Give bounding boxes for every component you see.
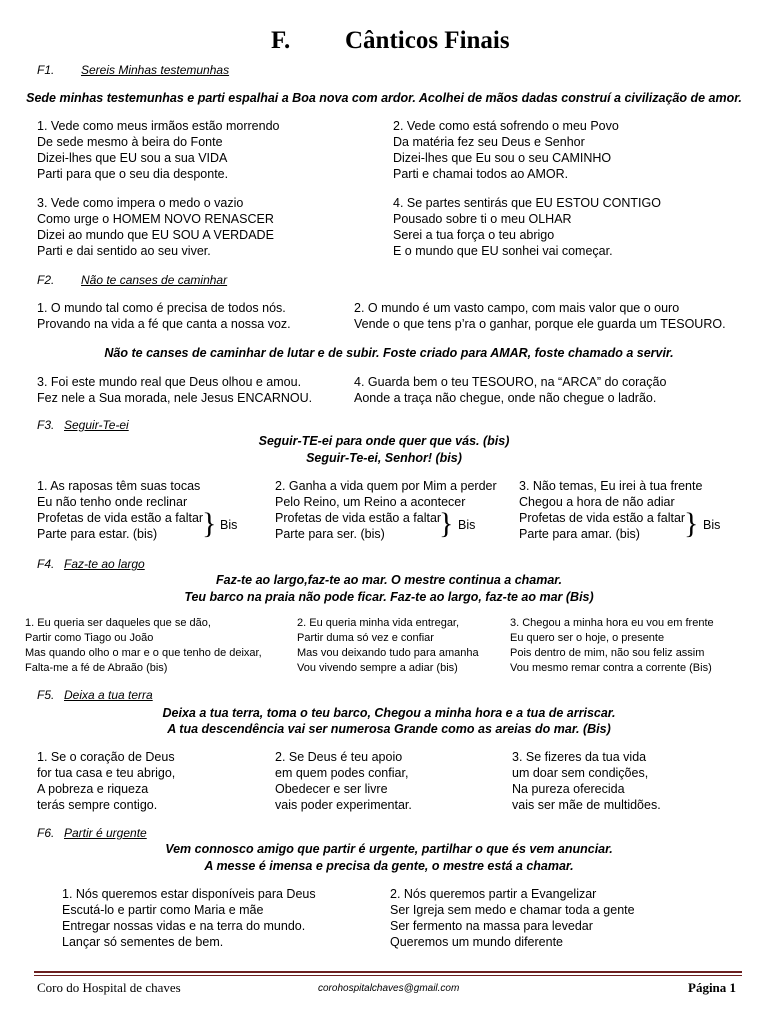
bis-brace: } — [202, 507, 217, 540]
verse-f4-1 — [25, 616, 262, 676]
verse-line: Obedecer e ser livre — [275, 782, 388, 796]
footer-rule-thin — [34, 975, 742, 976]
chorus-f6-line-2: A messe é imensa e precisa da gente, o mestre está a chamar. — [204, 859, 574, 873]
section-title-f3-text: Seguir-Te-ei — [64, 418, 129, 432]
verse-f2-2 — [354, 300, 726, 332]
verse-line: 2. Vede como está sofrendo o meu Povo — [393, 119, 619, 133]
verse-line: 3. Se fizeres da tua vida — [512, 750, 647, 764]
verse-line: Pois dentro de mim, não sou feliz assim — [510, 647, 705, 659]
verse-line: Pousado sobre ti o meu OLHAR — [393, 212, 572, 226]
bis-label: Bis — [703, 518, 721, 532]
verse-line: vais ser mãe de multidões. — [512, 798, 661, 812]
section-title-f1 — [81, 63, 229, 77]
footer-choir-name: Coro do Hospital de chaves — [37, 980, 181, 995]
verse-line: 4. Se partes sentirás que EU ESTOU CONTIGO — [393, 196, 661, 210]
page-title-letter: F. — [271, 27, 291, 54]
verse-f5-2 — [275, 749, 412, 813]
verse-line: A pobreza e riqueza — [37, 782, 149, 796]
verse-line: 4. Guarda bem o teu TESOURO, na “ARCA” do coração — [354, 375, 667, 389]
verse-line: for tua casa e teu abrigo, — [37, 766, 176, 780]
verse-line: 2. Se Deus é teu apoio — [275, 750, 403, 764]
verse-line: Falta-me a fé de Abraão (bis) — [25, 662, 168, 674]
section-title-f4 — [64, 557, 145, 571]
verse-line: 2. O mundo é um vasto campo, com mais valor que o ouro — [354, 301, 680, 315]
section-code-f1: F1. — [37, 63, 55, 77]
verse-line: Partir duma só vez e confiar — [297, 632, 434, 644]
section-title-f1-text: Sereis Minhas testemunhas — [81, 63, 230, 77]
verse-line: 3. Chegou a minha hora eu vou em frente — [510, 617, 714, 629]
verse-line: Como urge o HOMEM NOVO RENASCER — [37, 212, 274, 226]
verse-f4-3 — [510, 616, 714, 676]
chorus-f5-line-2: A tua descendência vai ser numerosa Grande como as areias do mar. (Bis) — [167, 722, 611, 736]
section-code-f5: F5. — [37, 688, 55, 702]
bis-brace: } — [439, 507, 454, 540]
chorus-f2: Não te canses de caminhar de lutar e de subir. Foste criado para AMAR, foste chamado a servir. — [104, 346, 674, 360]
section-code-f4: F4. — [37, 557, 55, 571]
footer-email[interactable]: corohospitalchaves@gmail.com — [318, 983, 460, 994]
chorus-f1: Sede minhas testemunhas e parti espalhai a Boa nova com ardor. Acolhei de mãos dadas construí a civilização de amor. — [26, 91, 742, 105]
bis-label: Bis — [220, 518, 238, 532]
verse-f2-4 — [354, 374, 666, 406]
verse-f4-2 — [297, 616, 479, 676]
verse-f3-3 — [519, 478, 702, 542]
verse-f2-3 — [37, 374, 312, 406]
chorus-f4-line-2: Teu barco na praia não pode ficar. Faz-te ao largo, faz-te ao mar (Bis) — [184, 590, 594, 604]
verse-line: 2. Nós queremos partir a Evangelizar — [390, 887, 597, 901]
verse-line: Vou mesmo remar contra a corrente (Bis) — [510, 662, 712, 674]
verse-line: Dizei-lhes que EU sou a sua VIDA — [37, 151, 228, 165]
verse-f5-3 — [512, 749, 661, 813]
verse-line: Profetas de vida estão a faltar — [275, 511, 442, 525]
chorus-f3-line-1: Seguir-TE-ei para onde quer que vás. (bis) — [258, 434, 510, 448]
verse-line: Entregar nossas vidas e na terra do mundo. — [62, 919, 306, 933]
section-title-f6 — [64, 826, 147, 840]
verse-line: Dizei-lhes que Eu sou o seu CAMINHO — [393, 151, 612, 165]
chorus-f6-line-1: Vem connosco amigo que partir é urgente, partilhar o que és vem anunciar. — [165, 842, 613, 856]
verse-line: Parte para ser. (bis) — [275, 527, 385, 541]
verse-line: Queremos um mundo diferente — [390, 935, 564, 949]
verse-line: Dizei ao mundo que EU SOU A VERDADE — [37, 228, 274, 242]
verse-line: 1. Se o coração de Deus — [37, 750, 175, 764]
verse-line: Ser fermento na massa para levedar — [390, 919, 593, 933]
verse-line: 2. Ganha a vida quem por Mim a perder — [275, 479, 497, 493]
verse-line: Profetas de vida estão a faltar — [37, 511, 204, 525]
verse-line: Provando na vida a fé que canta a nossa voz. — [37, 317, 291, 331]
chorus-f5-line-1: Deixa a tua terra, toma o teu barco, Chegou a minha hora e a tua de arriscar. — [162, 706, 616, 720]
verse-f3-2 — [275, 478, 497, 542]
chorus-f4-line-1: Faz-te ao largo,faz-te ao mar. O mestre continua a chamar. — [216, 573, 562, 587]
verse-line: Parte para estar. (bis) — [37, 527, 158, 541]
verse-line: Na pureza oferecida — [512, 782, 625, 796]
verse-line: terás sempre contigo. — [37, 798, 158, 812]
section-title-f2 — [81, 273, 227, 287]
verse-line: 1. Vede como meus irmãos estão morrendo — [37, 119, 280, 133]
verse-line: Ser Igreja sem medo e chamar toda a gente — [390, 903, 635, 917]
verse-line: Profetas de vida estão a faltar — [519, 511, 686, 525]
verse-line: Parte para amar. (bis) — [519, 527, 640, 541]
verse-line: Vou vivendo sempre a adiar (bis) — [297, 662, 458, 674]
verse-line: Fez nele a Sua morada, nele Jesus ENCARNOU. — [37, 391, 313, 405]
section-code-f6: F6. — [37, 826, 55, 840]
verse-line: Da matéria fez seu Deus e Senhor — [393, 135, 585, 149]
verse-f6-1 — [62, 886, 316, 950]
bis-label: Bis — [458, 518, 476, 532]
footer-page-number: Página 1 — [688, 980, 737, 995]
section-title-f6-text: Partir é urgente — [64, 826, 147, 840]
verse-line: Serei a tua força o teu abrigo — [393, 228, 555, 242]
section-code-f2: F2. — [37, 273, 55, 287]
verse-line: Escutá-lo e partir como Maria e mãe — [62, 903, 264, 917]
verse-line: E o mundo que EU sonhei vai começar. — [393, 244, 613, 258]
verse-line: Parti e dai sentido ao seu viver. — [37, 244, 211, 258]
verse-line: vais poder experimentar. — [275, 798, 412, 812]
verse-line: Pelo Reino, um Reino a acontecer — [275, 495, 466, 509]
verse-f3-1 — [37, 478, 203, 542]
verse-line: 1. Nós queremos estar disponíveis para Deus — [62, 887, 316, 901]
verse-line: Eu não tenho onde reclinar — [37, 495, 188, 509]
verse-line: 1. As raposas têm suas tocas — [37, 479, 201, 493]
verse-line: Chegou a hora de não adiar — [519, 495, 675, 509]
verse-f6-2 — [390, 886, 635, 950]
verse-line: 3. Vede como impera o medo o vazio — [37, 196, 244, 210]
verse-line: Aonde a traça não chegue, onde não chegue o ladrão. — [354, 391, 657, 405]
verse-f1-1 — [37, 118, 279, 182]
verse-line: 1. Eu queria ser daqueles que se dão, — [25, 617, 211, 629]
verse-line: 2. Eu queria minha vida entregar, — [297, 617, 460, 629]
verse-f1-3 — [37, 195, 274, 259]
footer-rule — [34, 971, 742, 973]
page-title: Cânticos Finais — [345, 27, 510, 54]
verse-line: Parti para que o seu dia desponte. — [37, 167, 229, 181]
section-title-f4-text: Faz-te ao largo — [64, 557, 145, 571]
verse-line: 3. Foi este mundo real que Deus olhou e amou. — [37, 375, 302, 389]
verse-f1-4 — [393, 195, 661, 259]
verse-line: um doar sem condições, — [512, 766, 649, 780]
verse-line: Eu quero ser o hoje, o presente — [510, 632, 665, 644]
verse-f2-1 — [37, 300, 291, 332]
verse-line: 3. Não temas, Eu irei à tua frente — [519, 479, 703, 493]
section-title-f5-text: Deixa a tua terra — [64, 688, 153, 702]
verse-f5-1 — [37, 749, 175, 813]
verse-line: Mas quando olho o mar e o que tenho de deixar, — [25, 647, 262, 659]
chorus-f3-line-2: Seguir-Te-ei, Senhor! (bis) — [306, 451, 462, 465]
section-title-f3 — [64, 418, 129, 432]
verse-line: Lançar só sementes de bem. — [62, 935, 224, 949]
bis-brace: } — [684, 507, 699, 540]
verse-line: Mas vou deixando tudo para amanha — [297, 647, 479, 659]
section-title-f2-text: Não te canses de caminhar — [81, 273, 228, 287]
verse-line: Parti e chamai todos ao AMOR. — [393, 167, 569, 181]
verse-line: Vende o que tens p’ra o ganhar, porque ele guarda um TESOURO. — [354, 317, 726, 331]
verse-line: De sede mesmo à beira do Fonte — [37, 135, 223, 149]
verse-line: 1. O mundo tal como é precisa de todos nós. — [37, 301, 286, 315]
section-title-f5 — [64, 688, 153, 702]
verse-line: Partir como Tiago ou João — [25, 632, 154, 644]
verse-f1-2 — [393, 118, 619, 182]
section-code-f3: F3. — [37, 418, 55, 432]
verse-line: em quem podes confiar, — [275, 766, 409, 780]
